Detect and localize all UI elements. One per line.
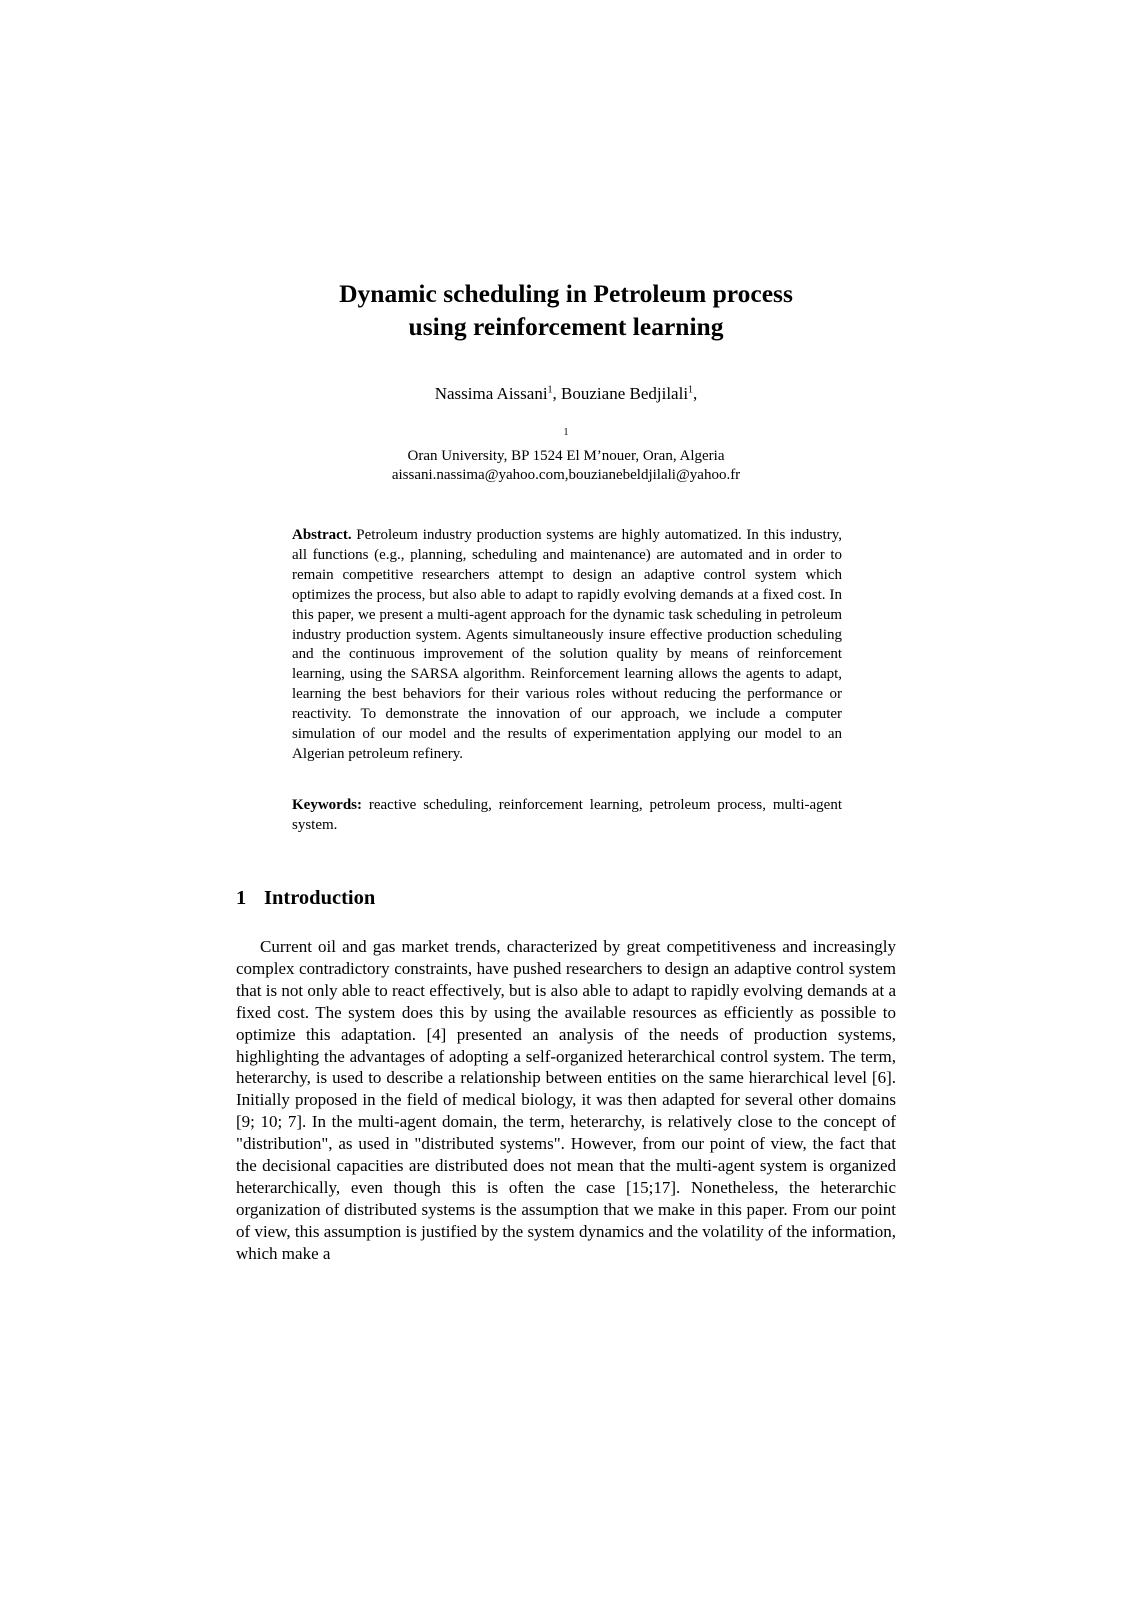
author-list: [236, 383, 896, 405]
section-title: Introduction: [264, 887, 376, 909]
paper-title: [236, 277, 896, 343]
affiliation-marker: 1: [688, 384, 694, 396]
author-name: Nassima Aissani: [434, 384, 548, 403]
keywords: [292, 796, 842, 836]
introduction-paragraph: Current oil and gas market trends, characterized by great competitiveness and increasingly complex contradictory constraints, have pushed researchers to design an adaptive control system that is not only able to react effectively, but is also able to adapt to rapidly evolving demands at a fixed cost. The system does this by using the available resources as efficiently as possible to optimize this adaptation. [4] presented an analysis of the needs of production systems, highlighting the advantages of adopting a self-organized heterarchical control system. The term, heterarchy, is used to describe a relationship between entities on the same hierarchical level [6]. Initially proposed in the field of medical biology, it was then adapted for several other domains [9; 10; 7]. In the multi-agent domain, the term, heterarchy, is relatively close to the concept of "distribution", as used in "distributed systems". However, from our point of view, the fact that the decisional capacities are distributed does not mean that the multi-agent system is organized heterarchically, even though this is often the case [15;17]. Nonetheless, the heterarchic organization of distributed systems is the assumption that we make in this paper. From our point of view, this assumption is justified by the system dynamics and the volatility of the information, which make a: [236, 937, 896, 1263]
abstract: [292, 526, 842, 765]
author-trailing: ,: [693, 384, 698, 403]
keywords-text: reactive scheduling, reinforcement learning, petroleum process, multi-agent system.: [292, 797, 842, 833]
title-line-1: Dynamic scheduling in Petroleum process: [339, 279, 793, 308]
keywords-label: Keywords:: [292, 797, 362, 813]
section-heading: [236, 885, 375, 911]
section-number: 1: [236, 887, 247, 909]
affiliation-address-text: Oran University, BP 1524 El M’nouer, Oran, Algeria: [407, 448, 725, 464]
affiliation: [236, 428, 896, 485]
affiliation-address: [236, 428, 896, 466]
author-name: Bouziane Bedjilali: [561, 384, 689, 403]
affiliation-marker: 1: [563, 427, 569, 438]
affiliation-marker: 1: [547, 384, 553, 396]
abstract-label: Abstract.: [292, 527, 352, 543]
abstract-text: Petroleum industry production systems are highly automatized. In this industry, all functions (e.g., planning, scheduling and maintenance) are automated and in order to remain competitive researchers attempt to design an adaptive control system which optimizes the process, but also able to adapt to rapidly evolving demands at a fixed cost. In this paper, we present a multi-agent approach for the dynamic task scheduling in petroleum industry production system. Agents simultaneously insure effective production scheduling and the continuous improvement of the solution quality by means of reinforcement learning, using the SARSA algorithm. Reinforcement learning allows the agents to adapt, learning the best behaviors for their various roles without reducing the performance or reactivity. To demonstrate the innovation of our approach, we include a computer simulation of our model and the results of experimentation applying our model to an Algerian petroleum refinery.: [292, 527, 842, 762]
author-separator: ,: [552, 384, 562, 403]
title-line-2: using reinforcement learning: [408, 312, 724, 341]
author-emails: aissani.nassima@yahoo.com,bouzianebeldjilali@yahoo.fr: [391, 467, 741, 483]
